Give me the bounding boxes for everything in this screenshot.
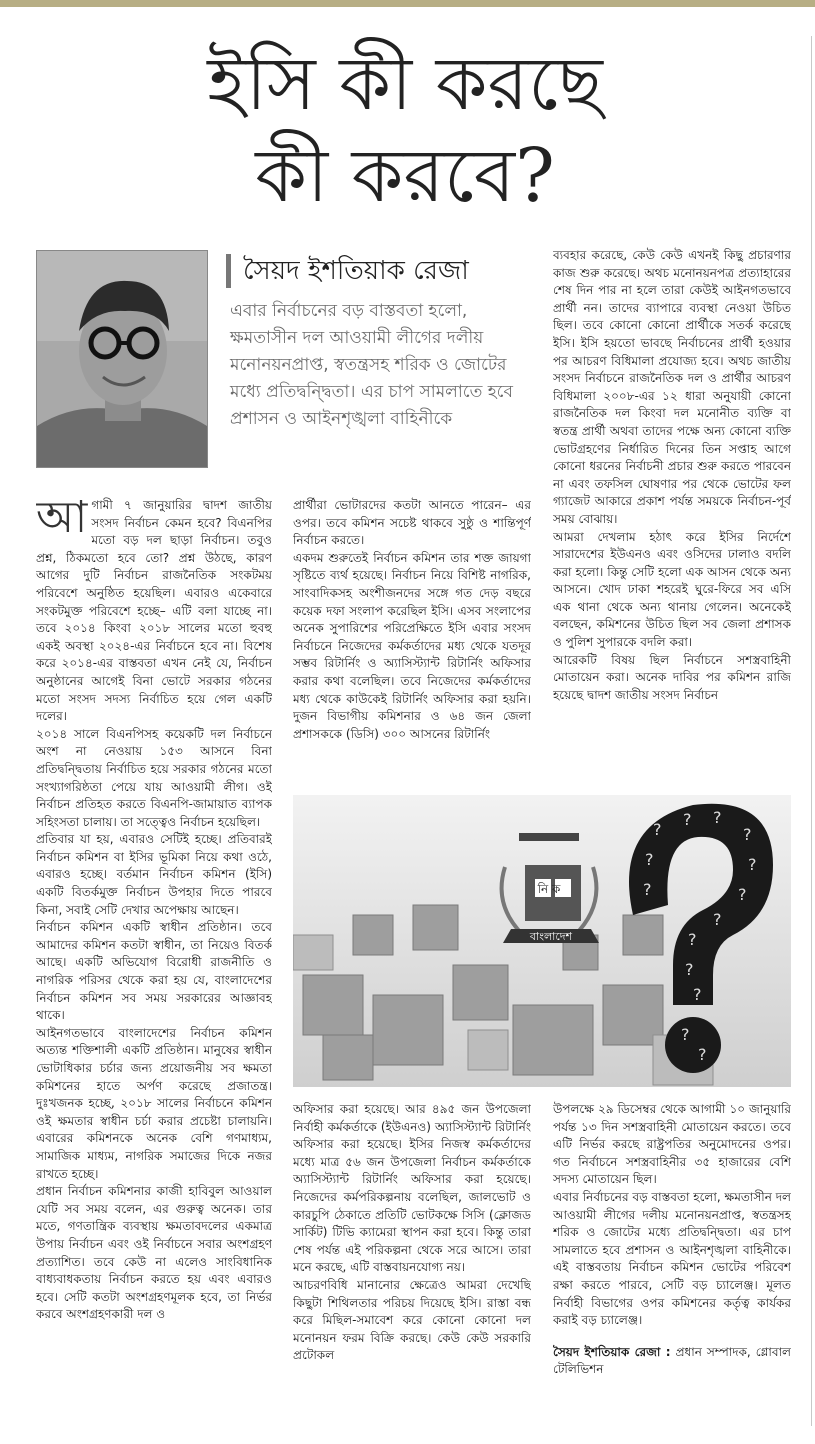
svg-text:?: ? [683, 810, 692, 829]
paragraph: আইনগতভাবে বাংলাদেশের নির্বাচন কমিশন অত্যন্ত শক্তিশালী একটি প্রতিষ্ঠান। মানুষের স্বাধীন ভোটাধিকার চর্চার জন্য প্রয়োজনীয় সব ক্ষমতা কমিশনের হাতে অর্পণ করেছে প্রজাতন্ত্র। দুঃখজনক হচ্ছে, ২০১৮ সালের নির্বাচনে কমিশন ওই ক্ষমতার স্বাধীন চর্চা করার প্রচেষ্টা চালায়নি। এবারের কমিশনকে অনেক বেশি গণমাধ্যম, সামাজিক মাধ্যম, নাগরিক সমাজের দিকে নজর রাখতে হচ্ছে। [36, 1025, 272, 1181]
illustration [293, 795, 791, 1087]
author-portrait-icon [37, 251, 207, 467]
drop-cap: আ [36, 497, 88, 543]
svg-text:?: ? [698, 1045, 707, 1064]
article-column-2-top [293, 497, 531, 787]
page-edge-rule [811, 36, 812, 1426]
paragraph: ব্যবহার করেছে, কেউ কেউ এখনই কিছু প্রচারণার কাজ শুরু করেছে। অথচ মনোনয়নপত্র প্রত্যাহারের শেষ দিন পার না হলে তারা কেউই আইনগতভাবে প্রার্থী নন। তাদের ব্যাপারে ব্যবস্থা নেওয়া উচিত ছিল। তবে কোনো কোনো প্রার্থীকে সতর্ক করেছে ইসি। ইসি হয়তো ভাবছে নির্বাচনের প্রার্থী হওয়ার পর আচরণ বিধিমালা প্রযোজ্য হবে। অথচ জাতীয় সংসদ নির্বাচনে রাজনৈতিক দল ও প্রার্থীর আচরণ বিধিমালা ২০০৮-এর ১২ ধারা অনুযায়ী কোনো রাজনৈতিক দল কিংবা দল মনোনীত ব্যক্তি বা স্বতন্ত্র প্রার্থী অথবা তাদের পক্ষে অন্য কোনো ব্যক্তি ভোটগ্রহণের নির্ধারিত দিনের তিন সপ্তাহ আগে কোনো ধরনের নির্বাচনী প্রচার শুরু করতে পারবেন না এবং তফসিল ঘোষণার পর থেকে ভোটের ফল গ্যাজেট আকারে প্রকাশ পর্যন্ত সময়কে নির্বাচন-পূর্ব সময় বোঝায়। [553, 248, 791, 526]
paragraph: উপলক্ষে ২৯ ডিসেম্বর থেকে আগামী ১০ জানুয়ারি পর্যন্ত ১৩ দিন সশস্ত্রবাহিনী মোতায়েন করতে। তবে এটি নির্ভর করছে রাষ্ট্রপতির অনুমোদনের ওপর। গত নির্বাচনে সশস্ত্রবাহিনীর ৩৫ হাজারের বেশি সদস্য মোতায়েন ছিল। [553, 1102, 791, 1187]
author-signature [553, 1344, 791, 1379]
svg-text:?: ? [685, 960, 694, 979]
svg-text:?: ? [713, 808, 722, 827]
svg-text:?: ? [681, 1025, 690, 1044]
headline [40, 38, 770, 222]
paragraph: অফিসার করা হয়েছে। আর ৪৯৫ জন উপজেলা নির্বাহী কর্মকর্তাকে (ইউএনও) অ্যাসিস্ট্যান্ট রিটার্নিং অফিসার করা হয়েছে। ইসির নিজস্ব কর্মকর্তাদের মধ্যে মাত্র ৫৬ জন উপজেলা নির্বাচন কর্মকর্তাকে অ্যাসিস্ট্যান্ট রিটার্নিং অফিসার করা হয়েছে। নিজেদের কর্মপরিকল্পনায় বলেছিল, জালভোট ও কারচুপি ঠেকাতে প্রতিটি ভোটকক্ষে সিসি (ক্লোজড সার্কিট) টিভি ক্যামেরা স্থাপন করা হবে। কিন্তু তারা শেষ পর্যন্ত এই পরিকল্পনা থেকে সরে আসে। তারা মনে করছে, এটি বাস্তবায়নযোগ্য নয়। [293, 1102, 531, 1275]
intro-text: এবার নির্বাচনের বড় বাস্তবতা হলো, ক্ষমতাসীন দল আওয়ামী লীগের দলীয় মনোনয়নপ্রাপ্ত, স্বতন্ত্রসহ শরিক ও জোটের মধ্যে প্রতিদ্বন্দ্বিতা। এর চাপ সামলাতে হবে প্রশাসন ও আইনশৃঙ্খলা বাহিনীকে [230, 301, 513, 429]
signature-name: সৈয়দ ইশতিয়াক রেজা : [553, 1344, 671, 1359]
article-column-3-bottom [553, 1101, 791, 1426]
article-column-1 [36, 497, 272, 1427]
svg-text:?: ? [688, 930, 697, 949]
article-column-2-bottom [293, 1101, 531, 1426]
svg-text:?: ? [643, 880, 652, 899]
signature-title: প্রধান সম্পাদক, গ্লোবাল টেলিভিশন [553, 1344, 791, 1377]
election-illustration-icon [293, 795, 791, 1087]
banner-label: বাংলাদেশ [529, 930, 573, 943]
svg-text:?: ? [738, 885, 747, 904]
paragraph: প্রধান নির্বাচন কমিশনার কাজী হাবিবুল আওয়াল যেটি সব সময় বলেন, এর গুরুত্ব অনেক। তার মতে, গণতান্ত্রিক ব্যবস্থায় ক্ষমতাবদলের একমাত্র উপায় নির্বাচন এবং ওই নির্বাচনে সবার অংশগ্রহণ প্রত্যাশিত। তবে কেউ না এলেও সাংবিধানিক বাধ্যবাধকতায় নির্বাচন করতে হয় এবং এবারও হবে। সেটি কতটা অংশগ্রহণমূলক হবে, তা নির্ভর করবে অংশগ্রহণকারী দল ও [36, 1184, 272, 1322]
paragraph: প্রার্থীরা ভোটারদের কতটা আনতে পারেন– এর ওপর। তবে কমিশন সচেষ্ট থাকবে সুষ্ঠু ও শান্তিপূর্ণ নির্বাচন করতে। [293, 498, 531, 548]
headline-line-1: ইসি কী করছে [207, 41, 603, 127]
svg-text:?: ? [693, 985, 702, 1004]
paragraph: ২০১৪ সালে বিএনপিসহ কয়েকটি দল নির্বাচনে অংশ না নেওয়ায় ১৫৩ আসনে বিনা প্রতিদ্বন্দ্বিতায় নির্বাচিত হয়ে সরকার গঠনের মতো সংখ্যাগরিষ্ঠতা পেয়ে যায় আওয়ামী লীগ। ওই নির্বাচন প্রতিহত করতে বিএনপি-জামায়াত ব্যাপক সহিংসতা চালায়। তা সত্ত্বেও নির্বাচন হয়েছিল। [36, 726, 272, 829]
paragraph: একদম শুরুতেই নির্বাচন কমিশন তার শক্ত জায়গা সৃষ্টিতে ব্যর্থ হয়েছে। নির্বাচন নিয়ে বিশিষ্ট নাগরিক, সাংবাদিকসহ অংশীজনদের সঙ্গে গত দেড় বছরে কয়েক দফা সংলাপ করেছিল ইসি। এসব সংলাপের অনেক সুপারিশের পরিপ্রেক্ষিতে ইসি এবার সংসদ নির্বাচনে নিজেদের কর্মকর্তাদের মধ্য থেকে যতদূর সম্ভব রিটার্নিং ও অ্যাসিস্ট্যান্ট রিটার্নিং অফিসার করার কথা বলেছিল। তবে নিজেদের কর্মকর্তাদের মধ্য থেকে কাউকেই রিটার্নিং অফিসার করা হয়নি। দুজন বিভাগীয় কমিশনার ও ৬৪ জন জেলা প্রশাসককে (ডিসি) ৩০০ আসনের রিটার্নিং [293, 550, 531, 741]
svg-text:?: ? [645, 850, 654, 869]
paragraph: আমরা দেখলাম হঠাৎ করে ইসির নির্দেশে সারাদেশের ইউএনও এবং ওসিদের ঢালাও বদলি করা হলো। কিন্তু সেটি হলো এক আসন থেকে অন্য আসনে। খোদ ঢাকা শহরেই ঘুরে-ফিরে সব এসি এক থানা থেকে অন্য থানায় গেলেন। অনেকেই বলছেন, কমিশনের উচিত ছিল সব জেলা প্রশাসক ও পুলিশ সুপারকে বদলি করা। [553, 529, 791, 650]
svg-text:?: ? [653, 820, 662, 839]
author-photo [36, 250, 208, 468]
paragraph: এবার নির্বাচনের বড় বাস্তবতা হলো, ক্ষমতাসীন দল আওয়ামী লীগের দলীয় মনোনয়নপ্রাপ্ত, স্বতন্ত্রসহ শরিক ও জোটের মধ্যে প্রতিদ্বন্দ্বিতা। এর চাপ সামলাতে হবে প্রশাসন ও আইনশৃঙ্খলা বাহিনীকে। এই বাস্তবতায় নির্বাচন কমিশন ভোটের পরিবেশ রক্ষা করতে পারবে, সেটি বড় চ্যালেঞ্জ। মূলত নির্বাহী বিভাগের ওপর কমিশনের কর্তৃত্ব কার্যকর করাই বড় চ্যালেঞ্জ। [553, 1189, 791, 1328]
paragraph: প্রতিবার যা হয়, এবারও সেটিই হচ্ছে। প্রতিবারই নির্বাচন কমিশন বা ইসির ভূমিকা নিয়ে কথা ওঠে, এবারও হচ্ছে। বর্তমান নির্বাচন কমিশন (ইসি) একটি বিতর্কমুক্ত নির্বাচন উপহার দিতে পারবে কিনা, সবাই সেটি দেখার অপেক্ষায় আছেন। [36, 832, 272, 917]
paragraph: নির্বাচন কমিশন একটি স্বাধীন প্রতিষ্ঠান। তবে আমাদের কমিশন কতটা স্বাধীন, তা নিয়েও বিতর্ক আছে। একটি অভিযোগ বিরোধী রাজনীতি ও নাগরিক পরিসর থেকে করা হয় যে, বাংলাদেশের নির্বাচন কমিশন সব সময় সরকারের আজ্ঞাবহ থাকে। [36, 920, 272, 1023]
paragraph: আচরণবিধি মানানোর ক্ষেত্রেও আমরা দেখেছি কিছুটা শিথিলতার পরিচয় দিয়েছে ইসি। রাস্তা বন্ধ করে মিছিল-সমাবেশ করে কোনো কোনো দল মনোনয়ন ফরম বিক্রি করছে। কেউ কেউ সরকারি প্রটোকল [293, 1277, 531, 1363]
ballot-box-label: নি ক [537, 882, 561, 896]
svg-text:?: ? [743, 825, 752, 844]
top-rule [0, 0, 815, 7]
author-byline: সৈয়দ ইশতিয়াক রেজা [226, 254, 563, 288]
headline-line-2: কী করবে? [255, 133, 555, 219]
svg-text:?: ? [748, 855, 757, 874]
article-column-3-top [553, 247, 791, 787]
paragraph: গামী ৭ জানুয়ারির দ্বাদশ জাতীয় সংসদ নির্বাচন কেমন হবে? বিএনপির মতো বড় দল ছাড়া নির্বাচন। তবুও প্রশ্ন, ঠিকমতো হবে তো? প্রশ্ন উঠছে, কারণ আগের দুটি নির্বাচন রাজনৈতিক সংকটময় পরিবেশে অনুষ্ঠিত হয়েছিল। এবারও একেবারে সংকটমুক্ত পরিবেশে হচ্ছে– এটি বলা যাচ্ছে না। তবে ২০১৪ কিংবা ২০১৮ সালের মতো হুবহু একই অবস্থা ২০২৪-এর নির্বাচনে হবে না। বিশেষ করে ২০১৪-এর বাস্তবতা এখন নেই যে, নির্বাচন অনুষ্ঠানের আগেই বিনা ভোটে সরকার গঠনের মতো সংসদ সদস্য নির্বাচিত হয়ে গেল একটি দলের। [36, 498, 272, 724]
paragraph: আরেকটি বিষয় ছিল নির্বাচনে সশস্ত্রবাহিনী মোতায়েন করা। অনেক দাবির পর কমিশন রাজি হয়েছে দ্বাদশ জাতীয় সংসদ নির্বাচন [553, 652, 791, 702]
svg-text:?: ? [713, 910, 722, 929]
